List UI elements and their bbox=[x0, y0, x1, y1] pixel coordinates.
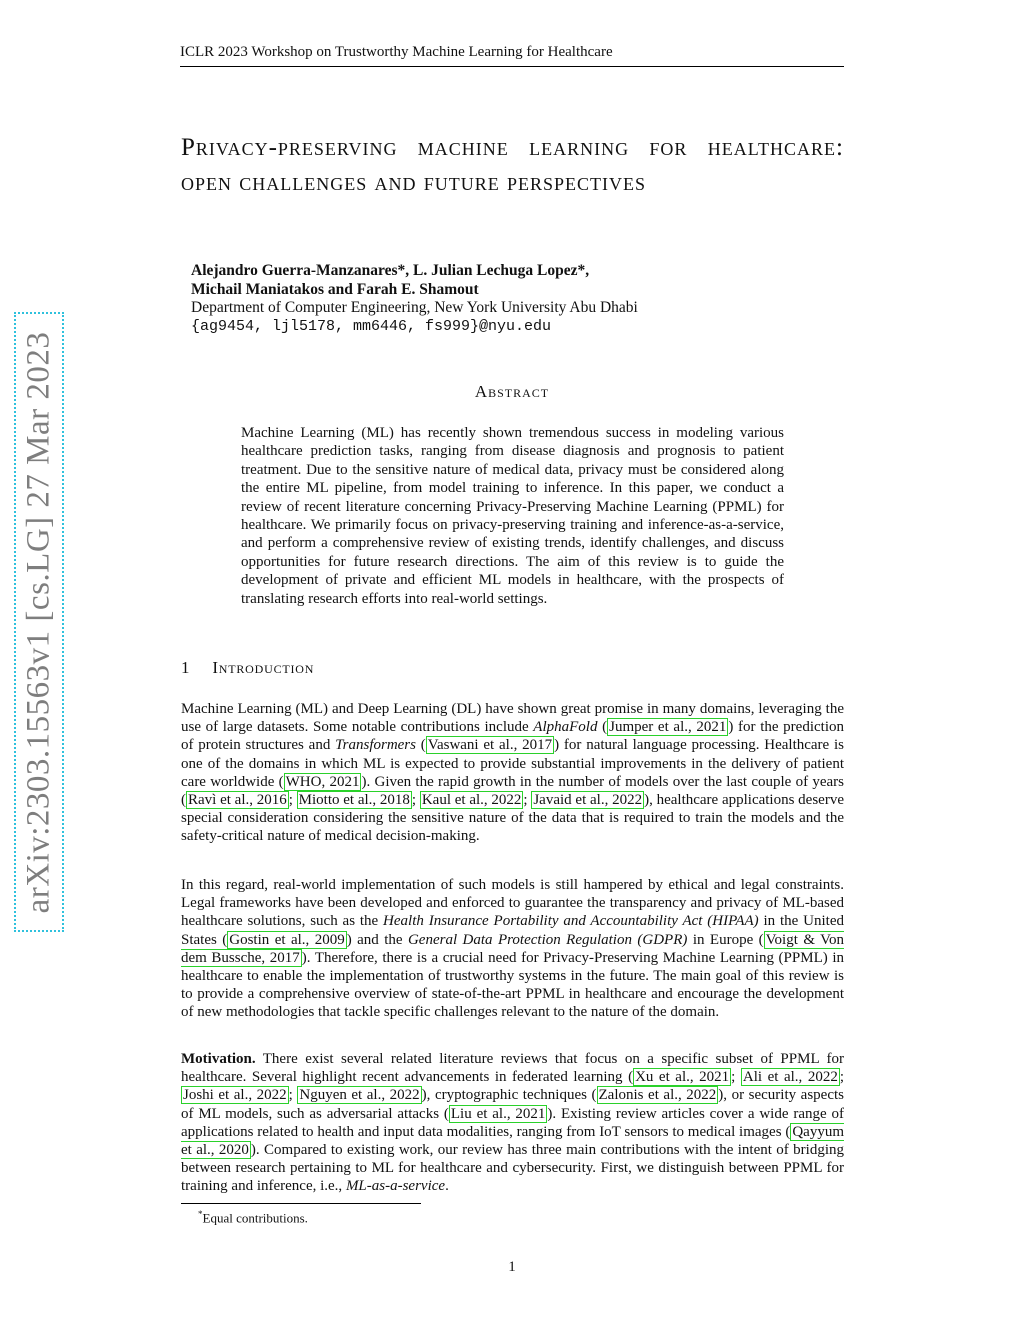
paper-title: Privacy-preserving machine learning for healthcare: open challenges and future perspectives bbox=[181, 134, 844, 196]
arxiv-identifier: arXiv:2303.15563v1 [cs.LG] 27 Mar 2023 bbox=[20, 331, 57, 913]
citation-link[interactable]: Kaul et al., 2022 bbox=[421, 792, 522, 809]
citation-link[interactable]: Vaswani et al., 2017 bbox=[427, 737, 553, 754]
section-number: 1 bbox=[181, 658, 191, 677]
citation-link[interactable]: Qayyum et al., 2020 bbox=[181, 1123, 844, 1159]
transformers-term: Transformers bbox=[335, 737, 416, 754]
page-number: 1 bbox=[508, 1259, 516, 1275]
citation-link[interactable]: Liu et al., 2021 bbox=[450, 1105, 546, 1122]
footnote-rule bbox=[181, 1203, 421, 1204]
section-title: Introduction bbox=[212, 658, 315, 677]
gdpr-term: General Data Protection Regulation (GDPR) bbox=[407, 931, 688, 948]
citation-link[interactable]: Nguyen et al., 2022 bbox=[299, 1087, 420, 1104]
affiliation: Department of Computer Engineering, New York University Abu Dhabi bbox=[191, 299, 638, 316]
citation-link[interactable]: Javaid et al., 2022 bbox=[533, 792, 643, 809]
author-emails: {ag9454, ljl5178, mm6446, fs999}@nyu.edu bbox=[191, 317, 552, 335]
section-heading-introduction bbox=[181, 658, 314, 678]
footnote bbox=[198, 1209, 308, 1226]
mlaas-term: ML-as-a-service bbox=[345, 1178, 446, 1195]
citation-link[interactable]: Voigt & Von dem Bussche, 2017 bbox=[181, 931, 845, 966]
footnote-text: Equal contributions. bbox=[202, 1210, 308, 1226]
arxiv-stamp[interactable] bbox=[14, 312, 64, 932]
citation-link[interactable]: Miotto et al., 2018 bbox=[298, 792, 410, 809]
running-header: ICLR 2023 Workshop on Trustworthy Machine Learning for Healthcare bbox=[180, 44, 844, 67]
author-line-1: Alejandro Guerra-Manzanares*, L. Julian Lechuga Lopez*, bbox=[191, 262, 590, 279]
citation-link[interactable]: Joshi et al., 2022 bbox=[183, 1087, 287, 1104]
citation-link[interactable]: Jumper et al., 2021 bbox=[609, 719, 727, 736]
citation-link[interactable]: WHO, 2021 bbox=[285, 773, 360, 790]
abstract-heading: Abstract bbox=[474, 382, 550, 401]
intro-paragraph-2: In this regard, real-world implementation of such models is still hampered by ethical and legal constraints. Legal frameworks have been developed and enforced to guarantee the transparency and privacy of ML-based healthcare solutions, such as the Health Insurance Portability and Accountability Act (HIPAA) in the United States ( Gostin et al., 2009 ) and the General Data Protection Regulation (GDPR) in Europe ( Voigt & Von dem Bussche, 2017 ). Therefore, there is a crucial need for Privacy-Preserving Machine Learning (PPML) in healthcare to enable the implementation of trustworthy systems in the future. The main goal of this review is to provide a comprehensive overview of state-of-the-art PPML in healthcare and encourage the development of new methodologies that tackle specific challenges relevant to the nature of the domain. bbox=[181, 877, 845, 1021]
citation-link[interactable]: Gostin et al., 2009 bbox=[229, 931, 345, 948]
author-block bbox=[191, 262, 831, 336]
intro-paragraph-1: Machine Learning (ML) and Deep Learning (DL) have shown great promise in many domains, leveraging the use of large datasets. Some notable contributions include AlphaFold ( Jumper et al., 2021 ) for the prediction of protein structures and Transformers ( Vaswani et al., 2017 ) for natural language processing. Healthcare is one of the domains in which ML is expected to provide substantial improvements in the delivery of patient care worldwide ( WHO, 2021 ). Given the rapid growth in the number of models over the last couple of years ( Ravì et al., 2016 ; Miotto et al., 2018 ; Kaul et al., 2022 ; Javaid et al., 2022 ), healthcare applications deserve special consideration considering the sensitive nature of the data that is required to train the models and the safety-critical nature of medical decision-making. bbox=[181, 701, 844, 845]
author-line-2: Michail Maniatakos and Farah E. Shamout bbox=[191, 280, 479, 298]
alphafold-term: AlphaFold bbox=[533, 719, 598, 736]
motivation-label: Motivation. bbox=[181, 1051, 256, 1067]
citation-link[interactable]: Zalonis et al., 2022 bbox=[598, 1087, 717, 1104]
motivation-paragraph: Motivation. There exist several related literature reviews that focus on a specific subset of PPML for healthcare. Several highlight recent advancements in federated learning ( Xu et al., 2021 ; Ali et al., 2022 ; Joshi et al., 2022 ; Nguyen et al., 2022 ), cryptographic techniques ( Zalonis et al., 2022 ), or security aspects of ML models, such as adversarial attacks ( Liu et al., 2021 ). Existing review articles cover a wide range of applications related to health and input data modalities, ranging from IoT sensors to medical images ( Qayyum et al., 2020 ). Compared to existing work, our review has three main contributions with the intent of bridging between research pertaining to ML for healthcare and cybersecurity. First, we distinguish between PPML for training and inference, i.e., ML-as-a-service. bbox=[181, 1051, 845, 1195]
hipaa-term: Health Insurance Portability and Accountability Act (HIPAA) bbox=[383, 913, 759, 930]
footnote-mark: * bbox=[198, 1209, 203, 1219]
citation-link[interactable]: Ali et al., 2022 bbox=[742, 1069, 838, 1086]
citation-link[interactable]: Ravì et al., 2016 bbox=[188, 792, 287, 809]
citation-link[interactable]: Xu et al., 2021 bbox=[635, 1069, 730, 1086]
abstract-body: Machine Learning (ML) has recently shown tremendous success in modeling various healthcare prediction tasks, ranging from disease diagnosis and prognosis to patient treatment. Due to the sensitive nature of medical data, privacy must be considered along the entire ML pipeline, from model training to inference. In this paper, we conduct a review of recent literature concerning Privacy-Preserving Machine Learning (PPML) for healthcare. We primarily focus on privacy-preserving training and inference-as-a-service, and perform a comprehensive review of existing trends, identify challenges, and discuss opportunities for future research directions. The aim of this review is to guide the development of private and efficient ML models in healthcare, with the prospects of translating research efforts into real-world settings. bbox=[241, 425, 784, 607]
